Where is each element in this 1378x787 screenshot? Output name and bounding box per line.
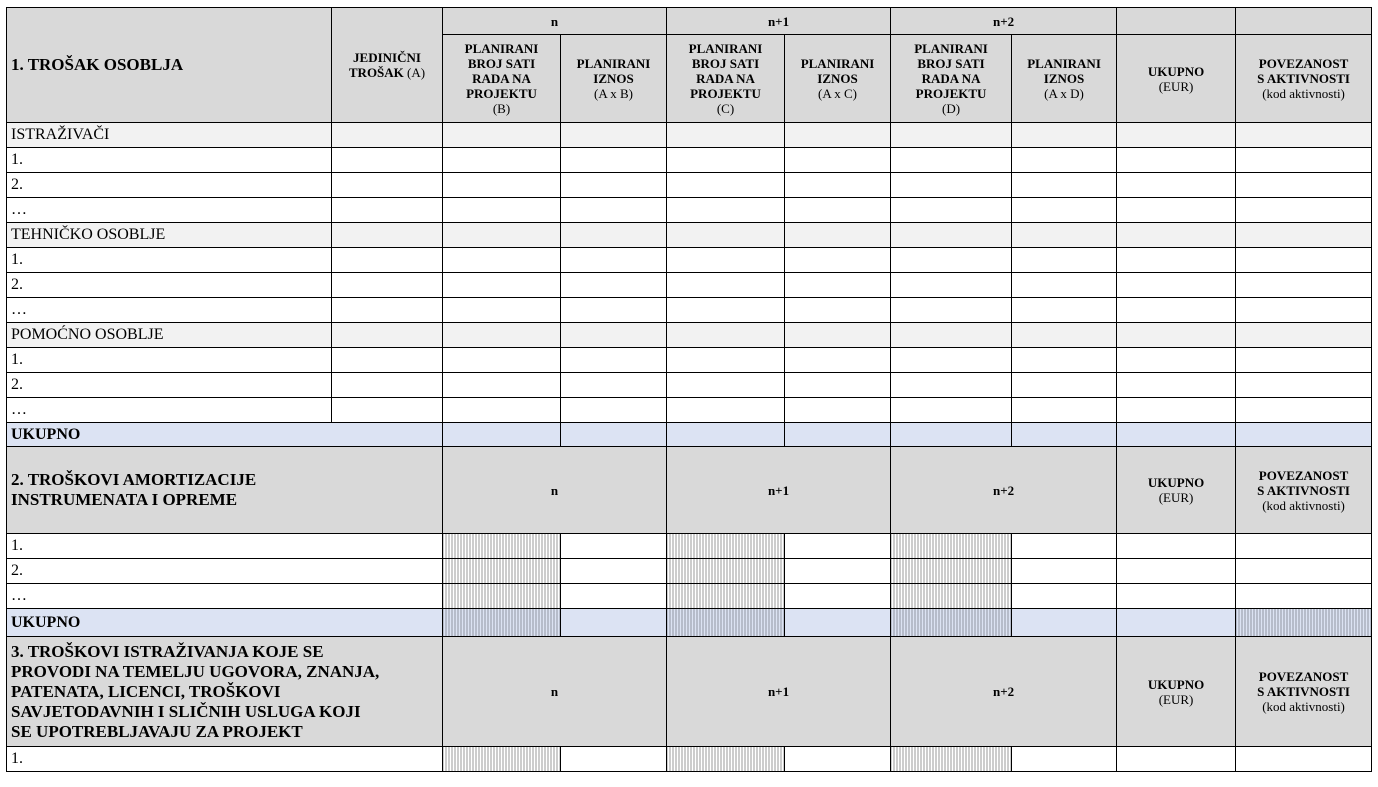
- input-cell[interactable]: [1117, 173, 1236, 198]
- input-cell[interactable]: [667, 348, 785, 373]
- amount-code: (A x B): [594, 86, 633, 101]
- amount-code: (A x C): [818, 86, 858, 101]
- disabled-cell: [667, 609, 785, 637]
- input-cell[interactable]: [332, 248, 443, 273]
- input-cell[interactable]: [891, 348, 1012, 373]
- header-text: IZNOS: [1043, 71, 1085, 86]
- input-cell[interactable]: [561, 223, 667, 248]
- input-cell[interactable]: [785, 223, 891, 248]
- header-text: (kod aktivnosti): [1262, 86, 1345, 101]
- title-line: SAVJETODAVNIH I SLIČNIH USLUGA KOJI: [11, 701, 361, 721]
- input-cell[interactable]: [785, 747, 891, 772]
- total-col-header-spacer: [1117, 8, 1236, 35]
- input-cell[interactable]: [667, 148, 785, 173]
- input-cell[interactable]: [1117, 348, 1236, 373]
- input-cell[interactable]: [561, 348, 667, 373]
- header-text: BROJ SATI: [467, 56, 536, 71]
- input-cell[interactable]: [891, 148, 1012, 173]
- input-cell[interactable]: [1236, 348, 1372, 373]
- period-header: n+2: [891, 637, 1117, 747]
- total-cell[interactable]: [1117, 609, 1236, 637]
- input-cell[interactable]: [1117, 273, 1236, 298]
- title-line: 2. TROŠKOVI AMORTIZACIJE: [11, 470, 257, 489]
- input-cell[interactable]: [891, 323, 1012, 348]
- input-cell[interactable]: [891, 248, 1012, 273]
- budget-table: [6, 7, 1372, 772]
- input-cell[interactable]: [443, 223, 561, 248]
- input-cell[interactable]: [561, 584, 667, 609]
- total-cell[interactable]: [1236, 423, 1372, 447]
- table-row: [7, 298, 1372, 323]
- input-cell[interactable]: [785, 584, 891, 609]
- input-cell[interactable]: [1117, 123, 1236, 148]
- table-row: [7, 373, 1372, 398]
- input-cell[interactable]: [891, 373, 1012, 398]
- section-1-total-row: [7, 423, 1372, 447]
- input-cell[interactable]: [891, 298, 1012, 323]
- header-text: BROJ SATI: [917, 56, 985, 71]
- input-cell[interactable]: [332, 148, 443, 173]
- title-line: SE UPOTREBLJAVAJU ZA PROJEKT: [11, 721, 303, 741]
- input-cell[interactable]: [1236, 273, 1372, 298]
- category-label: ISTRAŽIVAČI: [7, 123, 332, 148]
- table-row: [7, 273, 1372, 298]
- total-cell[interactable]: [561, 423, 667, 447]
- input-cell[interactable]: [1236, 198, 1372, 223]
- table-row: [7, 148, 1372, 173]
- input-cell[interactable]: [1236, 148, 1372, 173]
- input-cell[interactable]: [1236, 298, 1372, 323]
- input-cell[interactable]: [785, 148, 891, 173]
- input-cell[interactable]: [332, 298, 443, 323]
- input-cell[interactable]: [785, 123, 891, 148]
- input-cell[interactable]: [1012, 248, 1117, 273]
- input-cell[interactable]: [1012, 584, 1117, 609]
- section-2-total-row: [7, 609, 1372, 637]
- period-header: n+1: [667, 447, 891, 534]
- period-header: n+2: [891, 447, 1117, 534]
- input-cell[interactable]: [1236, 398, 1372, 423]
- activity-link-header: [1236, 637, 1372, 747]
- input-cell[interactable]: [443, 273, 561, 298]
- section-1-header-row1: [7, 8, 1372, 35]
- input-cell[interactable]: [443, 123, 561, 148]
- period-header: n+1: [667, 637, 891, 747]
- header-text: RADA NA: [472, 71, 531, 86]
- input-cell[interactable]: [1012, 123, 1117, 148]
- input-cell[interactable]: [785, 173, 891, 198]
- total-cell[interactable]: [443, 423, 561, 447]
- header-text: (EUR): [1158, 490, 1194, 505]
- title-line: PROVODI NA TEMELJU UGOVORA, ZNANJA,: [11, 661, 380, 681]
- total-cell[interactable]: [785, 423, 891, 447]
- row-label: …: [7, 584, 443, 609]
- input-cell[interactable]: [1117, 198, 1236, 223]
- input-cell[interactable]: [1012, 323, 1117, 348]
- header-text: POVEZANOST: [1258, 467, 1349, 483]
- disabled-cell: [667, 534, 785, 559]
- input-cell[interactable]: [785, 323, 891, 348]
- input-cell[interactable]: [1012, 398, 1117, 423]
- category-row: [7, 123, 1372, 148]
- input-cell[interactable]: [785, 373, 891, 398]
- input-cell[interactable]: [785, 248, 891, 273]
- input-cell[interactable]: [1117, 398, 1236, 423]
- input-cell[interactable]: [667, 273, 785, 298]
- planned-hours-header: [443, 35, 561, 123]
- input-cell[interactable]: [561, 534, 667, 559]
- amount-code: (A x D): [1044, 86, 1084, 101]
- category-row: [7, 323, 1372, 348]
- disabled-cell: [667, 559, 785, 584]
- input-cell[interactable]: [1117, 534, 1236, 559]
- disabled-cell: [1236, 609, 1372, 637]
- input-cell[interactable]: [785, 398, 891, 423]
- input-cell[interactable]: [667, 223, 785, 248]
- input-cell[interactable]: [443, 148, 561, 173]
- table-row: [7, 559, 1372, 584]
- planned-hours-header: [891, 35, 1012, 123]
- input-cell[interactable]: [891, 123, 1012, 148]
- disabled-cell: [443, 747, 561, 772]
- input-cell[interactable]: [667, 373, 785, 398]
- disabled-cell: [891, 747, 1012, 772]
- header-text: UKUPNO: [1147, 676, 1205, 692]
- input-cell[interactable]: [1012, 173, 1117, 198]
- input-cell[interactable]: [443, 348, 561, 373]
- input-cell[interactable]: [1012, 373, 1117, 398]
- input-cell[interactable]: [561, 148, 667, 173]
- header-text: (EUR): [1158, 78, 1194, 94]
- input-cell[interactable]: [561, 398, 667, 423]
- input-cell[interactable]: [1236, 223, 1372, 248]
- total-cell[interactable]: [1117, 423, 1236, 447]
- input-cell[interactable]: [891, 223, 1012, 248]
- header-text: PROJEKTU: [690, 86, 761, 101]
- section-2-header-row: [7, 447, 1372, 534]
- table-row: [7, 348, 1372, 373]
- row-label: 2.: [7, 273, 332, 298]
- input-cell[interactable]: [1012, 298, 1117, 323]
- input-cell[interactable]: [443, 323, 561, 348]
- input-cell[interactable]: [1117, 323, 1236, 348]
- title-line: INSTRUMENATA I OPREME: [11, 490, 238, 509]
- input-cell[interactable]: [1012, 148, 1117, 173]
- input-cell[interactable]: [443, 248, 561, 273]
- total-eur-header: [1117, 637, 1236, 747]
- input-cell[interactable]: [667, 123, 785, 148]
- input-cell[interactable]: [443, 398, 561, 423]
- planned-amount-header: [561, 35, 667, 123]
- disabled-cell: [443, 584, 561, 609]
- header-text: PLANIRANI: [576, 56, 651, 71]
- input-cell[interactable]: [1012, 559, 1117, 584]
- table-row: [7, 173, 1372, 198]
- header-text: JEDINIČNI: [353, 50, 421, 65]
- input-cell[interactable]: [1236, 323, 1372, 348]
- planned-amount-header: [785, 35, 891, 123]
- input-cell[interactable]: [1117, 373, 1236, 398]
- input-cell[interactable]: [891, 198, 1012, 223]
- section-1-title: 1. TROŠAK OSOBLJA: [7, 8, 332, 123]
- row-label: …: [7, 198, 332, 223]
- input-cell[interactable]: [1117, 584, 1236, 609]
- input-cell[interactable]: [891, 273, 1012, 298]
- header-text: S AKTIVNOSTI: [1257, 684, 1350, 699]
- input-cell[interactable]: [1236, 248, 1372, 273]
- total-cell[interactable]: [891, 423, 1012, 447]
- section-3-header-row: [7, 637, 1372, 747]
- input-cell[interactable]: [561, 123, 667, 148]
- total-cell[interactable]: [561, 609, 667, 637]
- input-cell[interactable]: [561, 373, 667, 398]
- period-header: n: [443, 637, 667, 747]
- activity-link-header: [1236, 447, 1372, 534]
- input-cell[interactable]: [1117, 298, 1236, 323]
- planned-hours-header: [667, 35, 785, 123]
- header-text: PLANIRANI: [914, 41, 988, 56]
- input-cell[interactable]: [1117, 223, 1236, 248]
- section-3-title: [7, 637, 443, 747]
- row-label: 1.: [7, 534, 443, 559]
- row-label: 1.: [7, 248, 332, 273]
- input-cell[interactable]: [561, 173, 667, 198]
- activity-link-header: [1236, 35, 1372, 123]
- row-label: …: [7, 398, 332, 423]
- input-cell[interactable]: [1236, 559, 1372, 584]
- table-row: [7, 198, 1372, 223]
- row-label: 2.: [7, 173, 332, 198]
- input-cell[interactable]: [667, 398, 785, 423]
- total-eur-header: [1117, 35, 1236, 123]
- total-label: UKUPNO: [7, 423, 443, 447]
- input-cell[interactable]: [1117, 559, 1236, 584]
- hours-code: (D): [942, 101, 961, 116]
- input-cell[interactable]: [667, 198, 785, 223]
- total-cell[interactable]: [1012, 609, 1117, 637]
- row-label: 1.: [7, 747, 443, 772]
- table-row: [7, 248, 1372, 273]
- input-cell[interactable]: [785, 348, 891, 373]
- input-cell[interactable]: [561, 248, 667, 273]
- input-cell[interactable]: [785, 559, 891, 584]
- input-cell[interactable]: [667, 248, 785, 273]
- total-cell[interactable]: [667, 423, 785, 447]
- row-label: 2.: [7, 559, 443, 584]
- header-text: PROJEKTU: [466, 86, 537, 101]
- disabled-cell: [443, 609, 561, 637]
- input-cell[interactable]: [332, 398, 443, 423]
- disabled-cell: [667, 747, 785, 772]
- section-2-title: [7, 447, 443, 534]
- input-cell[interactable]: [443, 298, 561, 323]
- disabled-cell: [891, 584, 1012, 609]
- header-text: RADA NA: [921, 71, 981, 86]
- input-cell[interactable]: [443, 198, 561, 223]
- input-cell[interactable]: [332, 173, 443, 198]
- input-cell[interactable]: [667, 298, 785, 323]
- category-label: TEHNIČKO OSOBLJE: [7, 223, 332, 248]
- input-cell[interactable]: [891, 173, 1012, 198]
- input-cell[interactable]: [561, 323, 667, 348]
- header-text: TROŠAK: [348, 65, 404, 80]
- input-cell[interactable]: [332, 223, 443, 248]
- header-text: (EUR): [1158, 691, 1194, 707]
- category-row: [7, 223, 1372, 248]
- input-cell[interactable]: [1236, 173, 1372, 198]
- header-text: IZNOS: [817, 71, 858, 86]
- input-cell[interactable]: [785, 198, 891, 223]
- header-text: UKUPNO: [1147, 475, 1205, 490]
- input-cell[interactable]: [1012, 223, 1117, 248]
- period-header: n: [443, 8, 667, 35]
- input-cell[interactable]: [561, 559, 667, 584]
- header-text: PLANIRANI: [800, 56, 875, 71]
- header-text: POVEZANOST: [1258, 56, 1349, 71]
- total-cell[interactable]: [1012, 423, 1117, 447]
- input-cell[interactable]: [561, 273, 667, 298]
- input-cell[interactable]: [1012, 198, 1117, 223]
- input-cell[interactable]: [1236, 123, 1372, 148]
- input-cell[interactable]: [1012, 273, 1117, 298]
- input-cell[interactable]: [1012, 534, 1117, 559]
- planned-amount-header: [1012, 35, 1117, 123]
- input-cell[interactable]: [561, 747, 667, 772]
- table-row: [7, 584, 1372, 609]
- input-cell[interactable]: [332, 323, 443, 348]
- total-cell[interactable]: [785, 609, 891, 637]
- row-label: 2.: [7, 373, 332, 398]
- unit-cost-code: (A): [407, 65, 426, 80]
- title-line: 3. TROŠKOVI ISTRAŽIVANJA KOJE SE: [11, 641, 324, 661]
- input-cell[interactable]: [785, 534, 891, 559]
- input-cell[interactable]: [1012, 747, 1117, 772]
- input-cell[interactable]: [1236, 534, 1372, 559]
- input-cell[interactable]: [785, 298, 891, 323]
- input-cell[interactable]: [332, 373, 443, 398]
- title-line: PATENATA, LICENCI, TROŠKOVI: [11, 681, 281, 701]
- total-label: UKUPNO: [7, 609, 443, 637]
- header-text: PLANIRANI: [688, 41, 763, 56]
- header-text: S AKTIVNOSTI: [1257, 71, 1350, 86]
- header-text: UKUPNO: [1147, 63, 1205, 79]
- header-text: BROJ SATI: [691, 56, 760, 71]
- input-cell[interactable]: [332, 273, 443, 298]
- total-eur-header: [1117, 447, 1236, 534]
- disabled-cell: [443, 559, 561, 584]
- header-text: PLANIRANI: [1027, 56, 1101, 71]
- hours-code: (C): [716, 101, 735, 116]
- table-row: [7, 534, 1372, 559]
- input-cell[interactable]: [1236, 584, 1372, 609]
- link-col-header-spacer: [1236, 8, 1372, 35]
- table-row: [7, 747, 1372, 772]
- disabled-cell: [443, 534, 561, 559]
- input-cell[interactable]: [332, 123, 443, 148]
- input-cell[interactable]: [443, 173, 561, 198]
- period-header: n: [443, 447, 667, 534]
- input-cell[interactable]: [1236, 747, 1372, 772]
- header-text: IZNOS: [593, 71, 634, 86]
- input-cell[interactable]: [1117, 248, 1236, 273]
- header-text: RADA NA: [696, 71, 755, 86]
- input-cell[interactable]: [1117, 747, 1236, 772]
- input-cell[interactable]: [332, 198, 443, 223]
- hours-code: (B): [492, 101, 511, 116]
- input-cell[interactable]: [785, 273, 891, 298]
- input-cell[interactable]: [1012, 348, 1117, 373]
- header-text: (kod aktivnosti): [1262, 497, 1345, 513]
- input-cell[interactable]: [667, 323, 785, 348]
- unit-cost-header: [332, 8, 443, 123]
- disabled-cell: [891, 534, 1012, 559]
- row-label: 1.: [7, 148, 332, 173]
- input-cell[interactable]: [891, 398, 1012, 423]
- input-cell[interactable]: [443, 373, 561, 398]
- header-text: POVEZANOST: [1258, 669, 1349, 684]
- header-text: PROJEKTU: [915, 86, 987, 101]
- input-cell[interactable]: [561, 198, 667, 223]
- period-header: n+1: [667, 8, 891, 35]
- input-cell[interactable]: [667, 173, 785, 198]
- disabled-cell: [667, 584, 785, 609]
- category-label: POMOĆNO OSOBLJE: [7, 323, 332, 348]
- header-text: PLANIRANI: [464, 41, 539, 56]
- disabled-cell: [891, 609, 1012, 637]
- disabled-cell: [891, 559, 1012, 584]
- table-row: [7, 398, 1372, 423]
- header-text: S AKTIVNOSTI: [1257, 482, 1350, 498]
- input-cell[interactable]: [1236, 373, 1372, 398]
- input-cell[interactable]: [1117, 148, 1236, 173]
- period-header: n+2: [891, 8, 1117, 35]
- header-text: (kod aktivnosti): [1262, 699, 1345, 714]
- row-label: 1.: [7, 348, 332, 373]
- input-cell[interactable]: [332, 348, 443, 373]
- input-cell[interactable]: [561, 298, 667, 323]
- row-label: …: [7, 298, 332, 323]
